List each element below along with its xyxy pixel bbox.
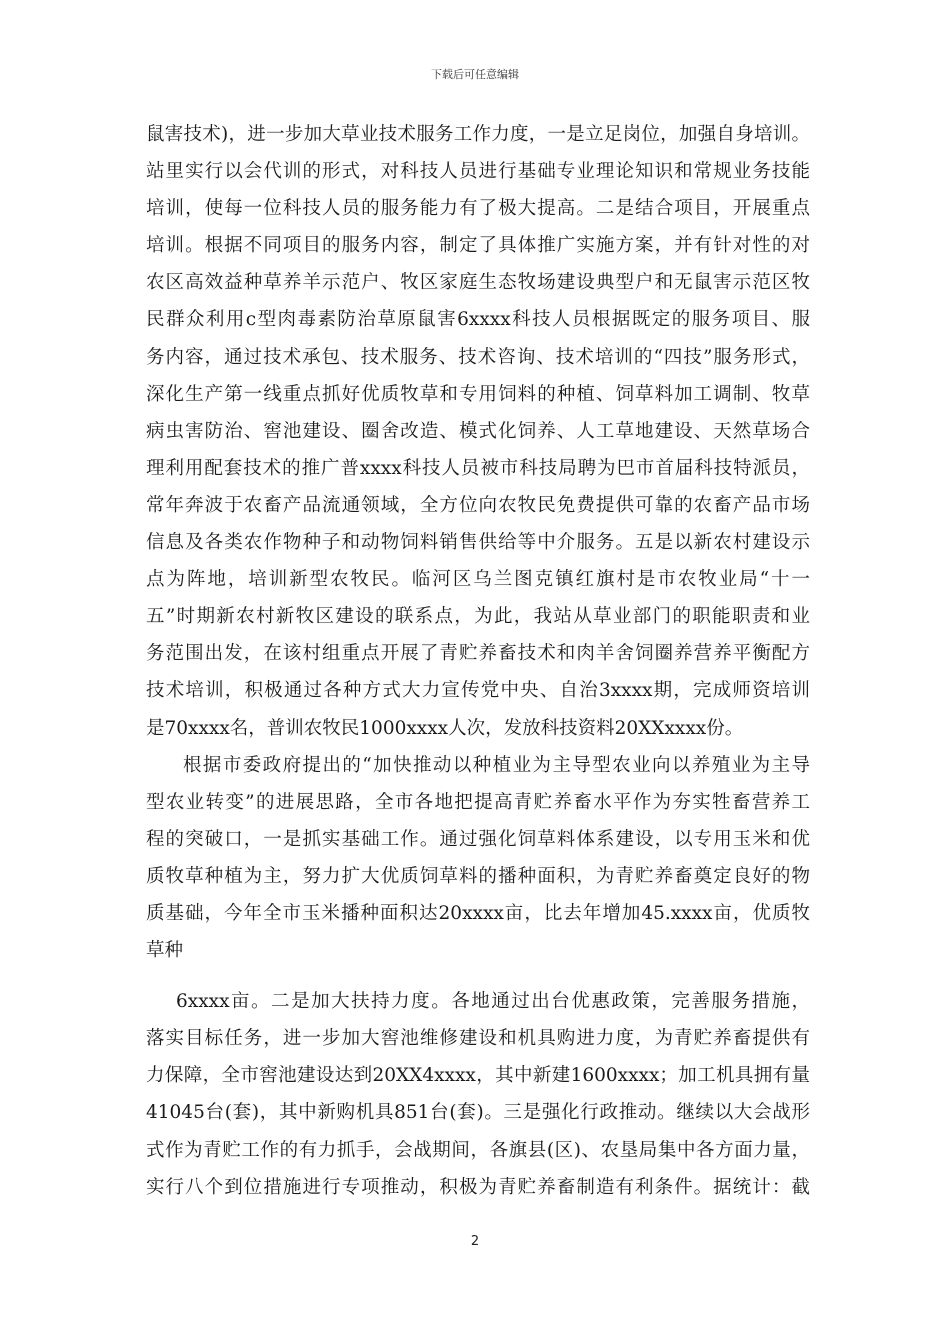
text-line: 病虫害防治、窖池建设、圈舍改造、模式化饲养、人工草地建设、天然草场合 — [146, 420, 810, 442]
text-line: 是70xxxx名，普训农牧民1000xxxx人次，发放科技资料20XXxxxx份。 — [146, 717, 744, 739]
text-line: 务范围出发，在该村组重点开展了青贮养畜技术和肉羊舍饲圈养营养平衡配方 — [146, 643, 810, 665]
paragraph-gap — [146, 969, 810, 983]
text-line: 型农业转变”的进展思路，全市各地把提高青贮养畜水平作为夯实牲畜营养工 — [146, 791, 810, 813]
page-header: 下载后可任意编辑 — [431, 68, 519, 81]
text-line: 根据市委政府提出的“加快推动以种植业为主导型农业向以养殖业为主导 — [183, 754, 810, 776]
text-line: 质牧草种植为主，努力扩大优质饲草料的播种面积，为青贮养畜奠定良好的物 — [146, 865, 810, 887]
paragraph-3 — [146, 983, 810, 1206]
text-line: 培训，使每一位科技人员的服务能力有了极大提高。二是结合项目，开展重点 — [146, 198, 810, 220]
text-line: 五”时期新农村新牧区建设的联系点，为此，我站从草业部门的职能职责和业 — [146, 606, 810, 628]
text-line: 站里实行以会代训的形式，对科技人员进行基础专业理论知识和常规业务技能 — [146, 161, 810, 183]
text-line: 程的突破口，一是抓实基础工作。通过强化饲草料体系建设，以专用玉米和优 — [146, 828, 810, 850]
paragraph-2 — [146, 747, 810, 970]
page-number: 2 — [470, 1234, 480, 1249]
text-line: 草种 — [146, 940, 184, 962]
text-line: 落实目标任务，进一步加大窖池维修建设和机具购进力度，为青贮养畜提供有 — [146, 1028, 810, 1050]
text-line: 力保障，全市窖池建设达到20XX4xxxx，其中新建1600xxxx；加工机具拥有量 — [146, 1065, 810, 1087]
text-line: 民群众利用c型肉毒素防治草原鼠害6xxxx科技人员根据既定的服务项目、服 — [146, 309, 810, 331]
text-line: 鼠害技术)，进一步加大草业技术服务工作力度，一是立足岗位，加强自身培训。 — [146, 124, 810, 145]
text-line: 务内容，通过技术承包、技术服务、技术咨询、技术培训的“四技”服务形式， — [146, 346, 810, 368]
text-line: 培训。根据不同项目的服务内容，制定了具体推广实施方案，并有针对性的对 — [146, 235, 810, 257]
document-body — [146, 116, 810, 1206]
paragraph-1 — [146, 116, 810, 747]
text-line: 实行八个到位措施进行专项推动，积极为青贮养畜制造有利条件。据统计：截 — [146, 1176, 810, 1198]
text-line: 技术培训，积极通过各种方式大力宣传党中央、自治3xxxx期，完成师资培训 — [146, 680, 810, 702]
text-line: 信息及各类农作物种子和动物饲料销售供给等中介服务。五是以新农村建设示 — [146, 532, 810, 554]
text-line: 41045台(套)，其中新购机具851台(套)。三是强化行政推动。继续以大会战形 — [146, 1102, 810, 1124]
text-line: 式作为青贮工作的有力抓手，会战期间，各旗县(区)、农垦局集中各方面力量， — [146, 1139, 810, 1161]
text-line: 深化生产第一线重点抓好优质牧草和专用饲料的种植、饲草料加工调制、牧草 — [146, 383, 810, 405]
text-line: 质基础，今年全市玉米播种面积达20xxxx亩，比去年增加45.xxxx亩，优质牧 — [146, 902, 810, 924]
text-line: 农区高效益种草养羊示范户、牧区家庭生态牧场建设典型户和无鼠害示范区牧 — [146, 272, 810, 294]
text-line: 6xxxx亩。二是加大扶持力度。各地通过出台优惠政策，完善服务措施， — [176, 991, 810, 1013]
text-line: 常年奔波于农畜产品流通领域，全方位向农牧民免费提供可靠的农畜产品市场 — [146, 494, 810, 516]
text-line: 理利用配套技术的推广普xxxx科技人员被市科技局聘为巴市首届科技特派员， — [146, 457, 810, 479]
text-line: 点为阵地，培训新型农牧民。临河区乌兰图克镇红旗村是市农牧业局“十一 — [146, 569, 810, 591]
